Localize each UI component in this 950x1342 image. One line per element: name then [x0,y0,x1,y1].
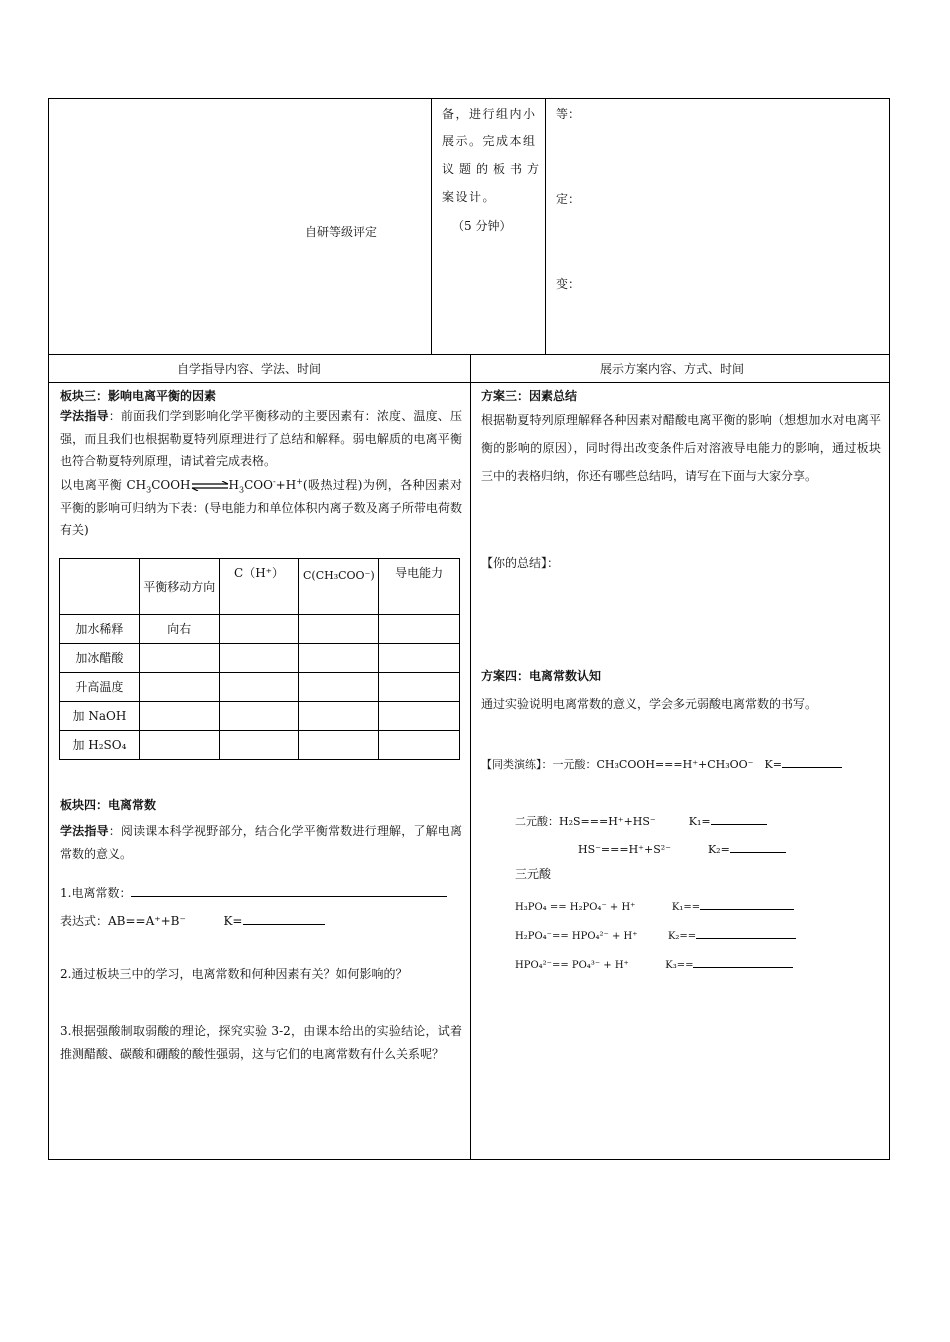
table-cell [219,731,299,760]
block3-guide [60,405,462,473]
block4-guide [60,820,462,865]
table-cell [379,644,460,673]
k3-label: K₃== [665,960,694,971]
answer-blank[interactable] [730,840,786,853]
table-cell: 加 H₂SO₄ [60,731,140,760]
middle-line-1: 备，进行组内小 [442,107,537,121]
table-cell: 升高温度 [60,673,140,702]
table-row [60,615,460,644]
middle-line-4: 案设计。 [442,190,497,204]
table-header-cell: C（H⁺） [219,559,299,615]
table-cell [379,615,460,644]
triprotic-equation-1: H₃PO₄ == H₂PO₄⁻ + H⁺ [515,902,636,913]
table-header-cell: 平衡移动方向 [139,559,219,615]
middle-line-3: 议题的板书方 [442,162,545,176]
table-cell [139,702,219,731]
question-2: 2.通过板块三中的学习，电离常数和何种因素有关？如何影响的？ [60,967,408,981]
table-cell: 向右 [139,615,219,644]
expression-line [60,912,325,927]
plan4-title: 方案四：电离常数认知 [481,669,602,683]
divider [431,98,432,354]
triprotic-equation-2: H₂PO₄⁻== HPO₄²⁻ + H⁺ [515,931,638,942]
table-cell [299,644,379,673]
guide-label: 学法指导 [60,824,109,838]
guide-text: ：前面我们学到影响化学平衡移动的主要因素有：浓度、温度、压强，而且我们也根据勒夏特列原理进行了总结和解释。弱电解质的电离平衡也符合勒夏特列原理，请试着完成表格。 [60,409,462,468]
triprotic-label: 三元酸 [515,867,552,881]
table-cell [139,644,219,673]
k1-label: K₁= [688,815,711,828]
table-cell [299,673,379,702]
self-grade-label: 自研等级评定 [305,225,378,239]
answer-blank[interactable] [782,755,842,768]
table-cell [139,673,219,702]
k2-label: K₂= [707,843,730,856]
plan4-text: 通过实验说明电离常数的意义，学会多元弱酸电离常数的书写。 [481,697,818,711]
q1-label: 1.电离常数： [60,884,447,899]
practice-line [481,755,842,770]
plan3-text: 根据勒夏特列原理解释各种因素对醋酸电离平衡的影响（想想加水对电离平衡的影响的原因），同时得出改变条件后对溶液导电能力的影响，通过板块三中的表格归纳，你还有哪些总结吗，请写在下面与大家分享。 [481,413,881,483]
summary-label: 【你的总结】： [481,556,560,570]
table-cell [299,731,379,760]
answer-blank[interactable] [711,812,767,825]
answer-blank[interactable] [700,897,794,910]
table-cell: 加 NaOH [60,702,140,731]
triprotic-line-2 [515,926,796,942]
block3-title: 板块三：影响电离平衡的因素 [60,389,217,403]
answer-blank[interactable] [696,926,796,939]
table-header-cell: C(CH₃COO⁻) [299,559,379,615]
k1-label: K₁== [671,902,701,913]
table-header-cell: 导电能力 [379,559,460,615]
table-cell [219,644,299,673]
diprotic-line-1 [515,812,767,827]
eq-cooh: COOH [151,478,191,492]
plan3-title: 方案三：因素总结 [481,389,578,403]
factor-table [59,558,460,760]
right-label-ding: 定： [556,192,581,206]
left-column-header: 自学指导内容、学法、时间 [177,362,322,376]
answer-blank[interactable] [693,955,793,968]
table-cell [299,615,379,644]
table-cell [139,731,219,760]
table-cell [219,673,299,702]
table-cell [219,702,299,731]
right-column-header: 展示方案内容、方式、时间 [600,362,745,376]
right-label-bian: 变： [556,277,581,291]
eq-prefix: 以电离平衡 CH [60,478,147,492]
table-row [60,702,460,731]
equilibrium-example: 以电离平衡 $CH_3COOH$ $H_3COO^-+H^+$(吸热过程)为例，各种因素对平衡的影响可归纳为下表：(导电能力和单位体积内离子数及离子所带电荷数有关) [60,477,462,537]
table-row [60,731,460,760]
guide-text: ：阅读课本科学视野部分，结合化学平衡常数进行理解，了解电离常数的意义。 [60,824,462,861]
eq-tail: +H [275,478,297,492]
k2-label: K₂== [667,931,697,942]
eq-rest: (吸热过程)为例，各种因素对平衡的影响可归纳为下表：(导电能力和单位体积内离子数及离子所带电荷数有关) [60,478,462,537]
table-header-cell [60,559,140,615]
table-cell: 加冰醋酸 [60,644,140,673]
diprotic-equation-2: HS⁻===H⁺+S²⁻ [578,843,671,856]
table-cell [219,615,299,644]
question-3: 3.根据强酸制取弱酸的理论，探究实验 3-2，由课本给出的实验结论，试着推测醋酸、碳酸和硼酸的酸性强弱，这与它们的电离常数有什么关系呢？ [60,1024,462,1061]
middle-line-2: 展示。完成本组 [442,134,537,148]
divider [48,354,890,355]
middle-line-5: （5 分钟） [452,219,512,233]
diprotic-equation-1: H₂S===H⁺+HS⁻ [559,815,656,828]
table-row [60,673,460,702]
practice-label: 【同类演练】：一元酸： [481,758,597,771]
triprotic-equation-3: HPO₄²⁻== PO₄³⁻ + H⁺ [515,960,629,971]
divider [470,354,471,1160]
divider [545,98,546,354]
triprotic-line-3 [515,955,793,971]
monoprotic-equation: CH₃COOH===H⁺+CH₃OO⁻ [596,758,754,771]
equilibrium-arrow-icon [191,481,229,491]
block4-title: 板块四：电离常数 [60,798,157,812]
answer-blank[interactable] [131,884,447,897]
k-label: K= [223,914,243,928]
table-cell [299,702,379,731]
triprotic-line-1 [515,897,794,913]
divider [48,382,890,383]
right-label-deng: 等： [556,107,581,121]
table-cell: 加水稀释 [60,615,140,644]
diprotic-label: 二元酸： [515,815,559,828]
guide-label: 学法指导 [60,409,109,423]
table-cell [379,673,460,702]
eq-coo: COO [244,478,273,492]
eq-h: H [228,478,239,492]
diprotic-line-2 [578,840,786,855]
table-row [60,644,460,673]
answer-blank[interactable] [243,912,325,925]
table-cell [379,731,460,760]
k-label: K= [764,758,782,771]
table-cell [379,702,460,731]
expression-text: 表达式：AB==A⁺+B⁻ [60,914,186,928]
